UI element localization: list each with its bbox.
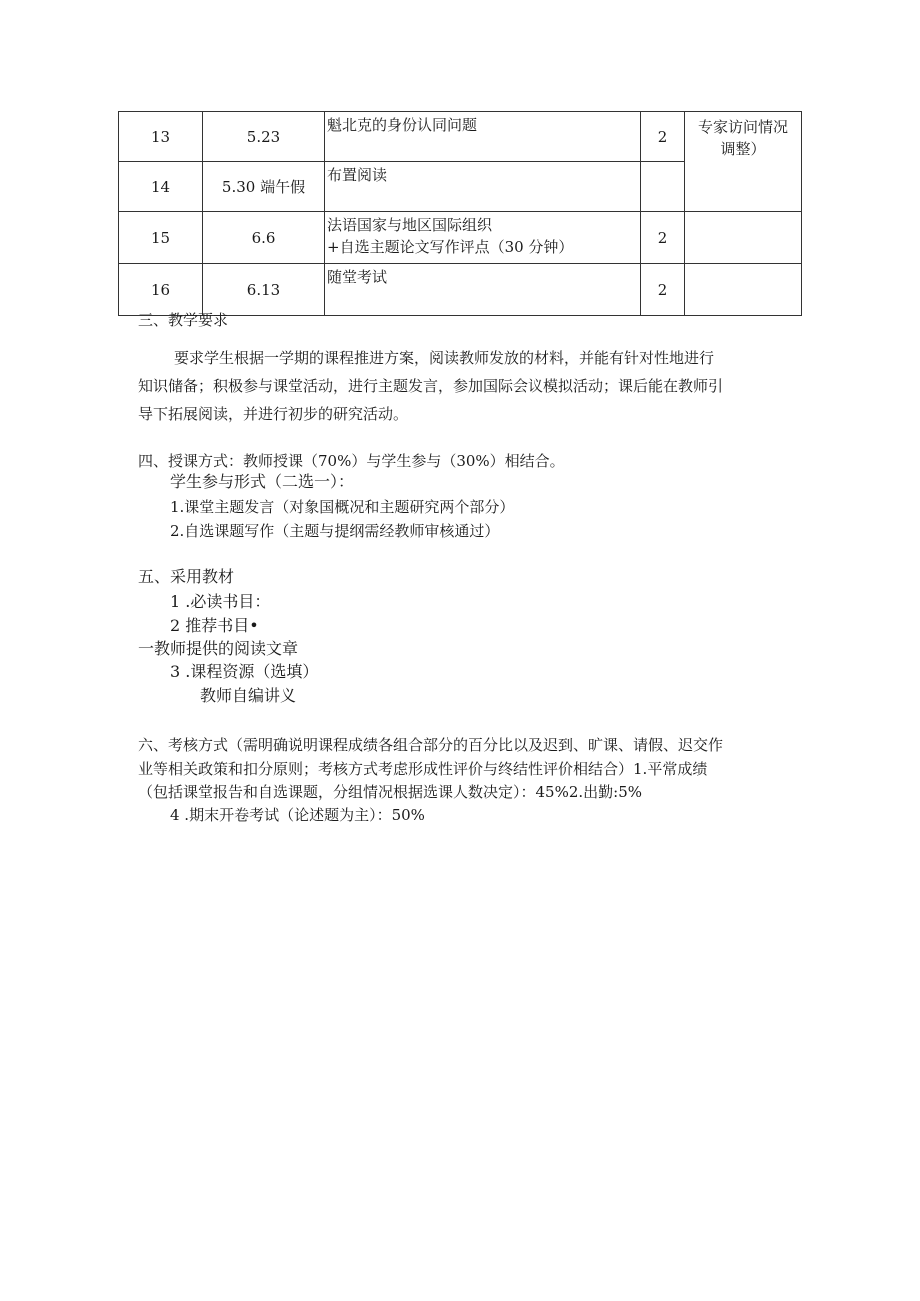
section-5-item: 2 推荐书目• <box>170 616 259 635</box>
section-5-item-detail: 一教师提供的阅读文章 <box>138 639 299 658</box>
row-note <box>685 212 802 264</box>
row-date: 6.6 <box>203 212 325 264</box>
section-4-item: 2.自选课题写作（主题与提纲需经教师审核通过） <box>170 522 500 540</box>
note-line: 调整） <box>720 140 766 158</box>
section-3-heading: 三、教学要求 <box>138 311 229 329</box>
note-line: 专家访问情况 <box>697 118 788 136</box>
section-5-item: 3 .课程资源（选填） <box>170 662 319 681</box>
row-topic <box>325 264 641 316</box>
topic-line: 魁北克的身份认同问题 <box>327 116 478 134</box>
row-topic <box>325 112 641 162</box>
section-6-line: 4 .期末开卷考试（论述题为主）：50% <box>170 806 425 824</box>
section-4-item: 1.课堂主题发言（对象国概况和主题研究两个部分） <box>170 498 515 516</box>
section-4-heading: 四、授课方式：教师授课（70%）与学生参与（30%）相结合。 <box>138 452 565 470</box>
topic-line: 随堂考试 <box>327 268 388 286</box>
section-4-subheading: 学生参与形式（二选一）： <box>170 472 355 491</box>
row-hours: 2 <box>641 264 685 316</box>
section-3-paragraph-line: 要求学生根据一学期的课程推进方案，阅读教师发放的材料，并能有针对性地进行 <box>174 349 715 367</box>
table-row <box>119 112 802 162</box>
section-5-item-detail: 教师自编讲义 <box>200 686 297 705</box>
row-hours <box>641 162 685 212</box>
row-number: 15 <box>119 212 203 264</box>
section-6-line: 六、考核方式（需明确说明课程成绩各组合部分的百分比以及迟到、旷课、请假、迟交作 <box>138 736 724 754</box>
table-row <box>119 264 802 316</box>
section-3-paragraph-line: 知识储备；积极参与课堂活动，进行主题发言，参加国际会议模拟活动；课后能在教师引 <box>138 377 724 395</box>
schedule-table <box>118 111 802 316</box>
row-hours: 2 <box>641 112 685 162</box>
section-3-paragraph-line: 导下拓展阅读，并进行初步的研究活动。 <box>138 405 409 423</box>
section-6-line: 业等相关政策和扣分原则；考核方式考虑形成性评价与终结性评价相结合）1.平常成绩 <box>138 760 708 778</box>
row-number: 14 <box>119 162 203 212</box>
row-number: 13 <box>119 112 203 162</box>
section-5-heading: 五、采用教材 <box>138 567 235 586</box>
row-date: 6.13 <box>203 264 325 316</box>
topic-line: +自选主题论文写作评点（30 分钟） <box>327 238 574 256</box>
row-date: 5.23 <box>203 112 325 162</box>
row-note <box>685 112 802 212</box>
row-date: 5.30 端午假 <box>203 162 325 212</box>
topic-line: 布置阅读 <box>327 166 388 184</box>
row-hours: 2 <box>641 212 685 264</box>
topic-line: 法语国家与地区国际组织 <box>327 216 493 234</box>
row-topic <box>325 162 641 212</box>
table-row <box>119 212 802 264</box>
row-note <box>685 264 802 316</box>
row-topic <box>325 212 641 264</box>
row-number: 16 <box>119 264 203 316</box>
section-5-item: 1 .必读书目： <box>170 592 271 611</box>
section-6-line: （包括课堂报告和自选课题，分组情况根据选课人数决定）：45%2.出勤:5% <box>138 783 643 801</box>
